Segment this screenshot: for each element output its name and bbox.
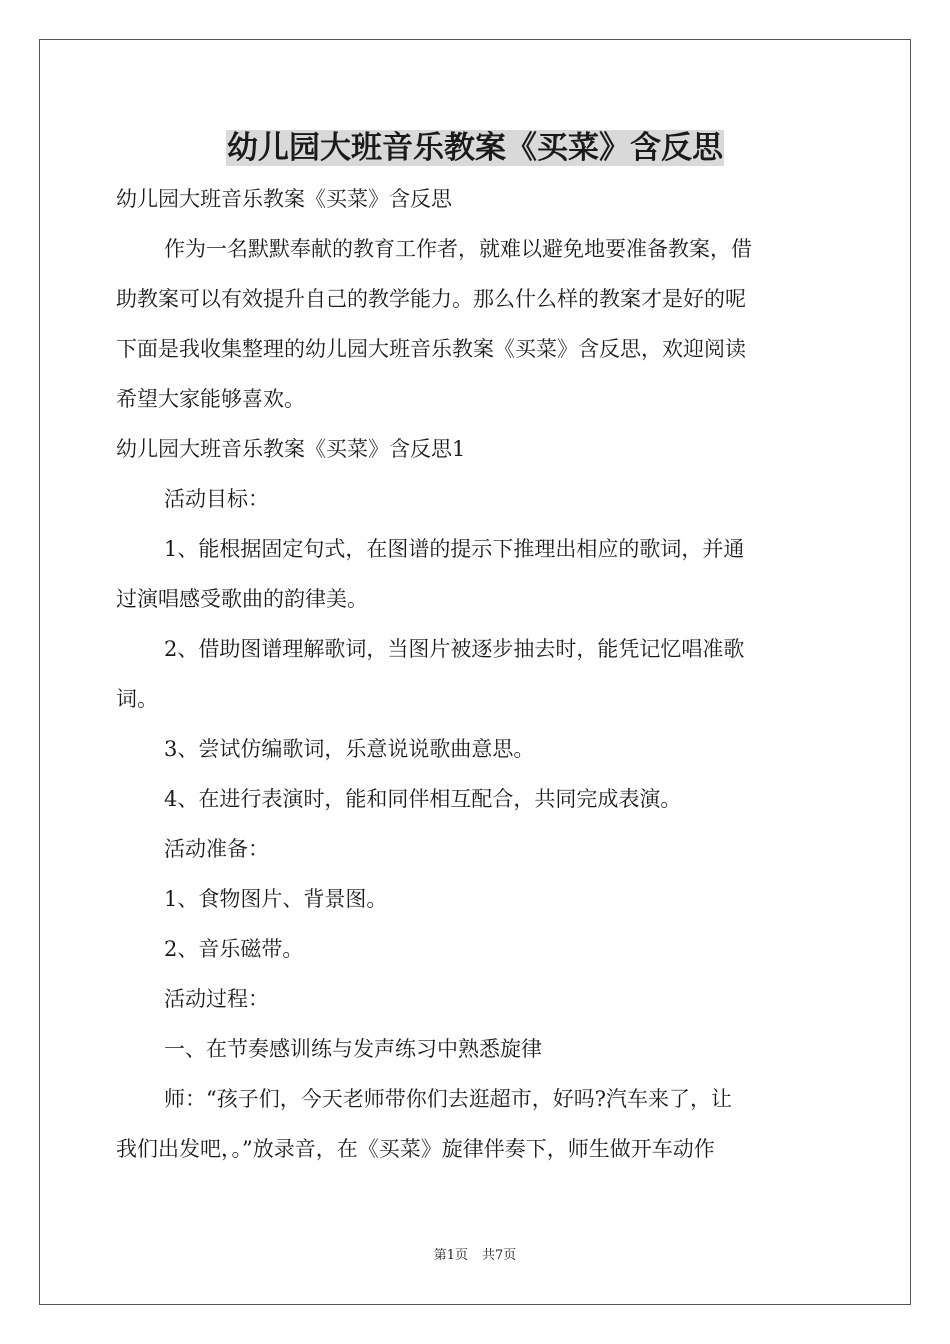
section-heading: 幼儿园大班音乐教案《买菜》含反思1 xyxy=(116,437,466,461)
preparation-heading: 活动准备： xyxy=(164,837,269,861)
preparation-2: 2、音乐磁带。 xyxy=(164,937,304,961)
document-title-text: 幼儿园大班音乐教案《买菜》含反思 xyxy=(227,130,723,166)
page-number-total: 共7页 xyxy=(482,1248,517,1263)
intro-line-2: 助教案可以有效提升自己的教学能力。那么什么样的教案才是好的呢 xyxy=(116,287,746,311)
document-title xyxy=(0,124,950,172)
goal-2-line-1: 2、借助图谱理解歌词，当图片被逐步抽去时，能凭记忆唱准歌 xyxy=(164,637,745,661)
goals-heading: 活动目标： xyxy=(164,487,269,511)
process-step-1: 一、在节奏感训练与发声练习中熟悉旋律 xyxy=(164,1037,542,1061)
teacher-line-2: 我们出发吧，。”放录音，在《买菜》旋律伴奏下，师生做开车动作 xyxy=(116,1137,715,1161)
teacher-line-1: 师：“孩子们，今天老师带你们去逛超市，好吗?汽车来了，让 xyxy=(164,1087,732,1111)
goal-2-line-2: 词。 xyxy=(116,687,158,711)
process-heading: 活动过程： xyxy=(164,987,269,1011)
intro-line-3: 下面是我收集整理的幼儿园大班音乐教案《买菜》含反思，欢迎阅读 xyxy=(116,337,746,361)
document-body xyxy=(116,174,836,1174)
goal-3: 3、尝试仿编歌词，乐意说说歌曲意思。 xyxy=(164,737,535,761)
page-number-current: 第1页 xyxy=(433,1248,468,1263)
goal-4: 4、在进行表演时，能和同伴相互配合，共同完成表演。 xyxy=(164,787,682,811)
goal-1-line-2: 过演唱感受歌曲的韵律美。 xyxy=(116,587,368,611)
intro-line-4: 希望大家能够喜欢。 xyxy=(116,387,305,411)
preparation-1: 1、食物图片、背景图。 xyxy=(164,887,388,911)
subtitle-line: 幼儿园大班音乐教案《买菜》含反思 xyxy=(116,187,452,211)
page-footer xyxy=(0,1247,950,1265)
goal-1-line-1: 1、能根据固定句式，在图谱的提示下推理出相应的歌词，并通 xyxy=(164,537,745,561)
intro-line-1: 作为一名默默奉献的教育工作者，就难以避免地要准备教案，借 xyxy=(164,237,752,261)
